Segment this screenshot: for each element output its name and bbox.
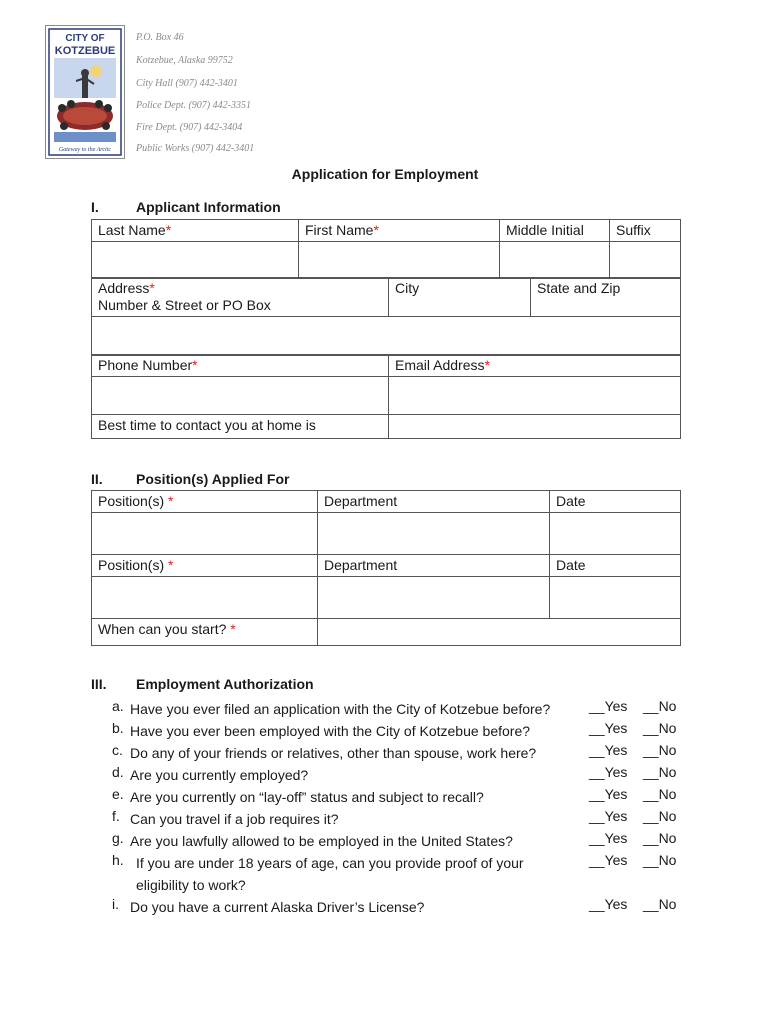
middle-initial-label: Middle Initial [500, 220, 610, 242]
page-title: Application for Employment [291, 166, 479, 182]
question-a: a. Have you ever filed an application with the City of Kotzebue before? __Yes __No [112, 698, 677, 717]
question-h: h. If you are under 18 years of age, can you provide proof of your eligibility to work? __Yes __No [112, 852, 677, 893]
start-field[interactable] [318, 619, 681, 646]
question-f-no[interactable]: __No [643, 808, 677, 824]
question-a-no[interactable]: __No [643, 698, 677, 714]
first-name-field[interactable] [299, 242, 500, 279]
city-label: City [389, 278, 531, 317]
best-time-field[interactable] [389, 415, 681, 439]
contact-police: Police Dept. (907) 442-3351 [136, 100, 251, 111]
date-1-field[interactable] [550, 513, 681, 555]
question-i-yes[interactable]: __Yes [589, 896, 628, 912]
suffix-field[interactable] [610, 242, 681, 279]
svg-text:CITY OF: CITY OF [65, 33, 105, 44]
last-name-field[interactable] [92, 242, 299, 279]
section-3-title: Employment Authorization [136, 676, 314, 692]
date-2-field[interactable] [550, 577, 681, 619]
svg-text:Gateway to the Arctic: Gateway to the Arctic [58, 147, 112, 153]
section-3-number: III. [91, 676, 107, 692]
question-b: b. Have you ever been employed with the City of Kotzebue before? __Yes __No [112, 720, 677, 739]
question-b-yes[interactable]: __Yes [589, 720, 628, 736]
question-f-yes[interactable]: __Yes [589, 808, 628, 824]
question-g-yes[interactable]: __Yes [589, 830, 628, 846]
position-1-field[interactable] [92, 513, 318, 555]
middle-initial-field[interactable] [500, 242, 610, 279]
question-e-no[interactable]: __No [643, 786, 677, 802]
question-c-yes[interactable]: __Yes [589, 742, 628, 758]
contact-address-line1: P.O. Box 46 [136, 32, 184, 43]
address-field[interactable] [92, 317, 681, 356]
address-label: Address* Number & Street or PO Box [92, 278, 389, 317]
question-f: f. Can you travel if a job requires it? __Yes __No [112, 808, 677, 827]
section-2-number: II. [91, 471, 103, 487]
question-g-no[interactable]: __No [643, 830, 677, 846]
department-2-label: Department [318, 555, 550, 577]
position-1-label: Position(s) * [92, 491, 318, 513]
contact-fire: Fire Dept. (907) 442-3404 [136, 122, 243, 133]
date-1-label: Date [550, 491, 681, 513]
question-e: e. Are you currently on “lay-off” status and subject to recall? __Yes __No [112, 786, 677, 805]
svg-text:KOTZEBUE: KOTZEBUE [54, 45, 116, 57]
department-1-label: Department [318, 491, 550, 513]
best-time-label: Best time to contact you at home is [92, 415, 389, 439]
phone-field[interactable] [92, 377, 389, 415]
question-h-no[interactable]: __No [643, 852, 677, 868]
last-name-label: Last Name* [92, 220, 299, 242]
question-c-no[interactable]: __No [643, 742, 677, 758]
date-2-label: Date [550, 555, 681, 577]
department-1-field[interactable] [318, 513, 550, 555]
section-1-number: I. [91, 199, 99, 215]
position-2-field[interactable] [92, 577, 318, 619]
question-i: i. Do you have a current Alaska Driver’s License? __Yes __No [112, 896, 677, 915]
phone-label: Phone Number* [92, 355, 389, 377]
section-1-title: Applicant Information [136, 199, 281, 215]
positions-table [91, 490, 681, 646]
position-2-label: Position(s) * [92, 555, 318, 577]
contact-city-hall: City Hall (907) 442-3401 [136, 78, 238, 89]
city-logo [45, 25, 125, 159]
question-e-yes[interactable]: __Yes [589, 786, 628, 802]
question-d: d. Are you currently employed? __Yes __No [112, 764, 677, 783]
contact-address-line2: Kotzebue, Alaska 99752 [136, 55, 233, 66]
suffix-label: Suffix [610, 220, 681, 242]
applicant-info-table-2 [91, 277, 681, 356]
question-d-yes[interactable]: __Yes [589, 764, 628, 780]
question-g: g. Are you lawfully allowed to be employed in the United States? __Yes __No [112, 830, 677, 849]
applicant-info-table-3 [91, 354, 681, 439]
question-c: c. Do any of your friends or relatives, other than spouse, work here? __Yes __No [112, 742, 677, 761]
contact-public-works: Public Works (907) 442-3401 [136, 143, 255, 154]
applicant-info-table-1 [91, 219, 681, 279]
question-i-no[interactable]: __No [643, 896, 677, 912]
question-h-yes[interactable]: __Yes [589, 852, 628, 868]
email-label: Email Address* [389, 355, 681, 377]
state-zip-label: State and Zip [531, 278, 681, 317]
email-field[interactable] [389, 377, 681, 415]
question-b-no[interactable]: __No [643, 720, 677, 736]
first-name-label: First Name* [299, 220, 500, 242]
department-2-field[interactable] [318, 577, 550, 619]
section-2-title: Position(s) Applied For [136, 471, 290, 487]
question-d-no[interactable]: __No [643, 764, 677, 780]
question-a-yes[interactable]: __Yes [589, 698, 628, 714]
start-label: When can you start? * [92, 619, 318, 646]
city-seal-image [46, 26, 124, 158]
